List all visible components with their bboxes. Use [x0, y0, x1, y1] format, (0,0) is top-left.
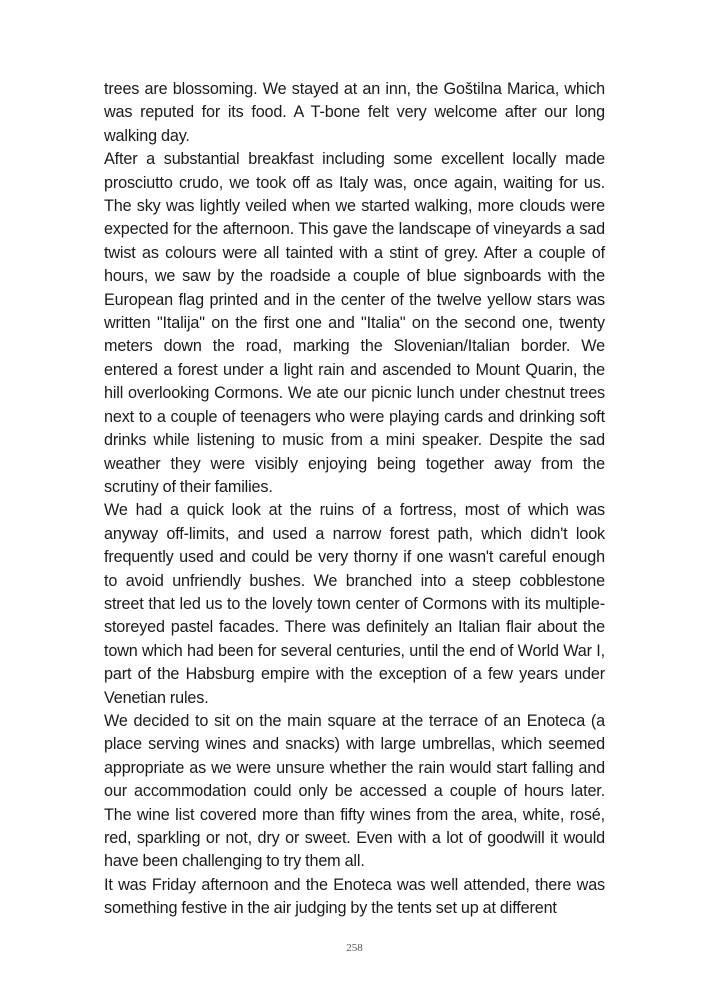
- paragraph-2: After a substantial breakfast including some excellent locally made prosciutto crudo, we took off as Italy was, once again, waiting for us. The sky was lightly veiled when we started walking, more clouds were expected for the afternoon. This gave the landscape of vineyards a sad twist as colours were all tainted with a stint of grey. After a couple of hours, we saw by the roadside a couple of blue signboards with the European flag printed and in the center of the twelve yellow stars was written "Italija" on the first one and "Italia" on the second one, twenty meters down the road, marking the Slovenian/Italian border. We entered a forest under a light rain and ascended to Mount Quarin, the hill overlooking Cormons. We ate our picnic lunch under chestnut trees next to a couple of teenagers who were playing cards and drinking soft drinks while listening to music from a mini speaker. Despite the sad weather they were visibly enjoying being together away from the scrutiny of their families.: [104, 150, 605, 496]
- paragraph-1: trees are blossoming. We stayed at an inn, the Goštilna Marica, which was reputed for its food. A T-bone felt very welcome after our long walking day.: [104, 80, 605, 145]
- paragraph-5: It was Friday afternoon and the Enoteca was well attended, there was something festive in the air judging by the tents set up at different: [104, 875, 605, 918]
- paragraph-3: We had a quick look at the ruins of a fortress, most of which was anyway off-limits, and used a narrow forest path, which didn't look frequently used and could be very thorny if one wasn't careful enough to avoid unfriendly bushes. We branched into a steep cobblestone street that led us to the lovely town center of Cormons with its multiple-storeyed pastel facades. There was definitely an Italian flair about the town which had been for several centuries, until the end of World War I, part of the Habsburg empire with the exception of a few years under Venetian rules.: [104, 501, 605, 707]
- page-number: 258: [346, 942, 363, 954]
- page-body: [104, 78, 605, 921]
- paragraph-4: We decided to sit on the main square at the terrace of an Enoteca (a place serving wines and snacks) with large umbrellas, which seemed appropriate as we were unsure whether the rain would start falling and our accommodation could only be accessed a couple of hours later. The wine list covered more than fifty wines from the area, white, rosé, red, sparkling or not, dry or sweet. Even with a lot of goodwill it would have been challenging to try them all.: [104, 711, 605, 871]
